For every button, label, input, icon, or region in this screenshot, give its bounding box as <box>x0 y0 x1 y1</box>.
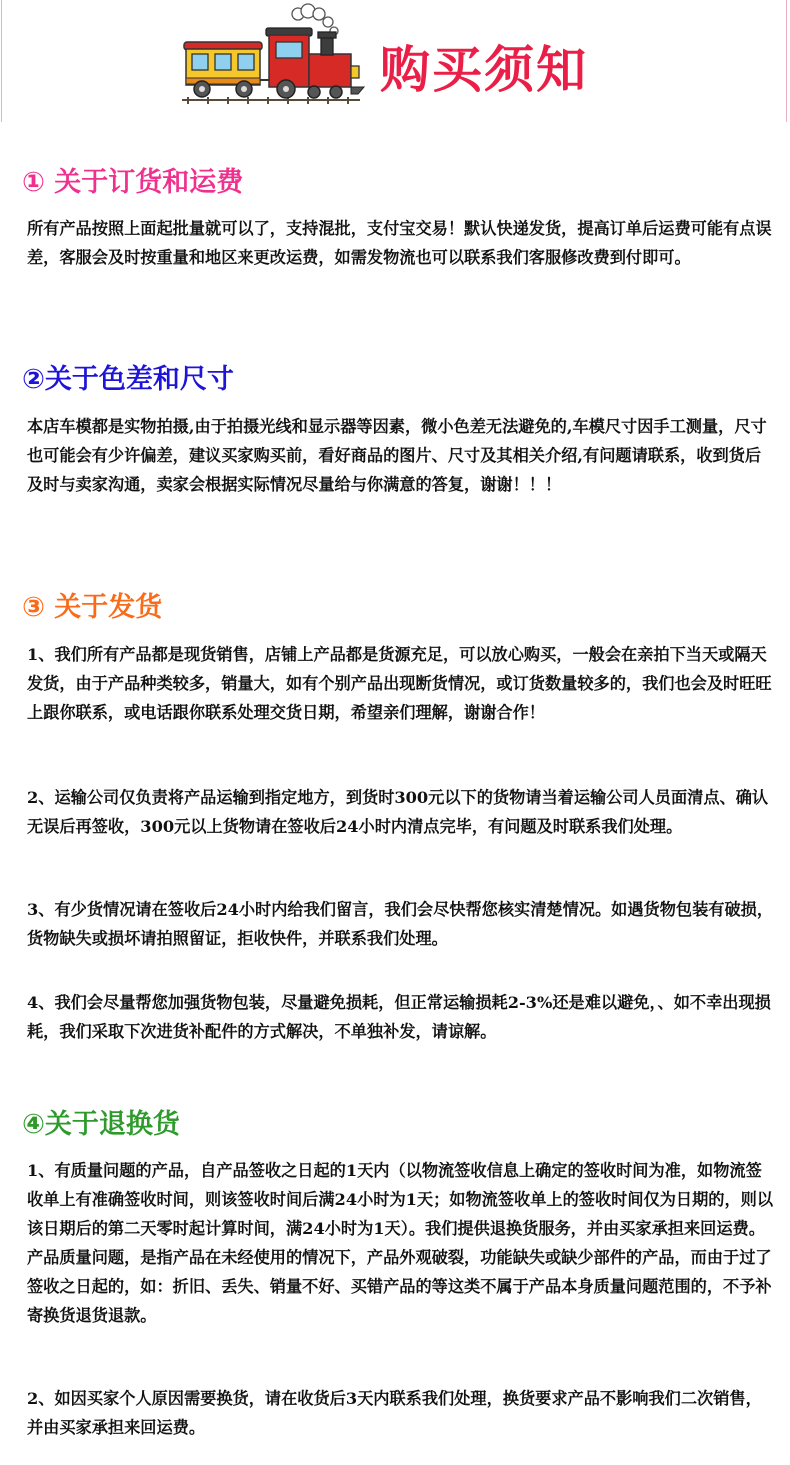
left-border-line <box>1 0 2 122</box>
section-paragraph: 1、有质量问题的产品，自产品签收之日起的1天内（以物流签收信息上确定的签收时间为准，如物流签收单上有准确签收时间，则该签收时间后满24小时为1天；如物流签收单上的签收时间仅为日期的，则以该日期后的第二天零时起计算时间，满24小时为1天）。我们提供退换货服务，并由买家承担来回运费。产品质量问题，是指产品在未经使用的情况下，产品外观破裂，功能缺失或缺少部件的产品，而由于过了签收之日起的，如：折旧、丢失、销量不好、买错产品的等这类不属于产品本身质量问题范围的，不予补寄换货退货退款。 <box>27 1161 774 1325</box>
section-heading-returns: ④关于退换货 <box>22 1109 180 1140</box>
section-paragraph: 所有产品按照上面起批量就可以了，支持混批，支付宝交易！默认快递发货，提高订单后运费可能有点误差，客服会及时按重量和地区来更改运费，如需发物流也可以联系我们客服修改费到付即可。 <box>27 219 772 267</box>
section-paragraph: 本店车模都是实物拍摄,由于拍摄光线和显示器等因素，微小色差无法避免的,车模尺寸因手工测量，尺寸也可能会有少许偏差，建议买家购买前，看好商品的图片、尺寸及其相关介绍,有问题请联系，收到货后及时与卖家沟通，卖家会根据实际情况尽量给与你满意的答复，谢谢！！！ <box>27 417 767 494</box>
section-paragraph: 1、我们所有产品都是现货销售，店铺上产品都是货源充足，可以放心购买，一般会在亲拍下当天或隔天发货，由于产品种类较多，销量大，如有个别产品出现断货情况，或订货数量较多的，我们也会及时旺旺上跟你联系，或电话跟你联系处理交货日期，希望亲们理解，谢谢合作！ <box>27 645 772 722</box>
section-heading-ordering-shipping: ① 关于订货和运费 <box>22 167 244 198</box>
section-heading-delivery: ③ 关于发货 <box>22 592 163 623</box>
train-icon <box>176 2 366 106</box>
section-heading-color-size: ②关于色差和尺寸 <box>22 364 234 395</box>
header <box>0 0 790 122</box>
page-title: 购买须知 <box>380 41 588 99</box>
right-border-line <box>786 0 787 122</box>
section-paragraph: 2、如因买家个人原因需要换货，请在收货后3天内联系我们处理，换货要求产品不影响我们二次销售，并由买家承担来回运费。 <box>27 1389 762 1437</box>
section-paragraph: 4、我们会尽量帮您加强货物包装，尽量避免损耗，但正常运输损耗2-3%还是难以避免，、如不幸出现损耗，我们采取下次进货补配件的方式解决，不单独补发，请谅解。 <box>27 993 771 1041</box>
section-paragraph: 2、运输公司仅负责将产品运输到指定地方，到货时300元以下的货物请当着运输公司人员面清点、确认无误后再签收，300元以上货物请在签收后24小时内清点完毕，有问题及时联系我们处理。 <box>27 788 769 836</box>
section-paragraph: 3、有少货情况请在签收后24小时内给我们留言，我们会尽快帮您核实清楚情况。如遇货物包装有破损，货物缺失或损坏请拍照留证，拒收快件，并联系我们处理。 <box>27 900 774 948</box>
